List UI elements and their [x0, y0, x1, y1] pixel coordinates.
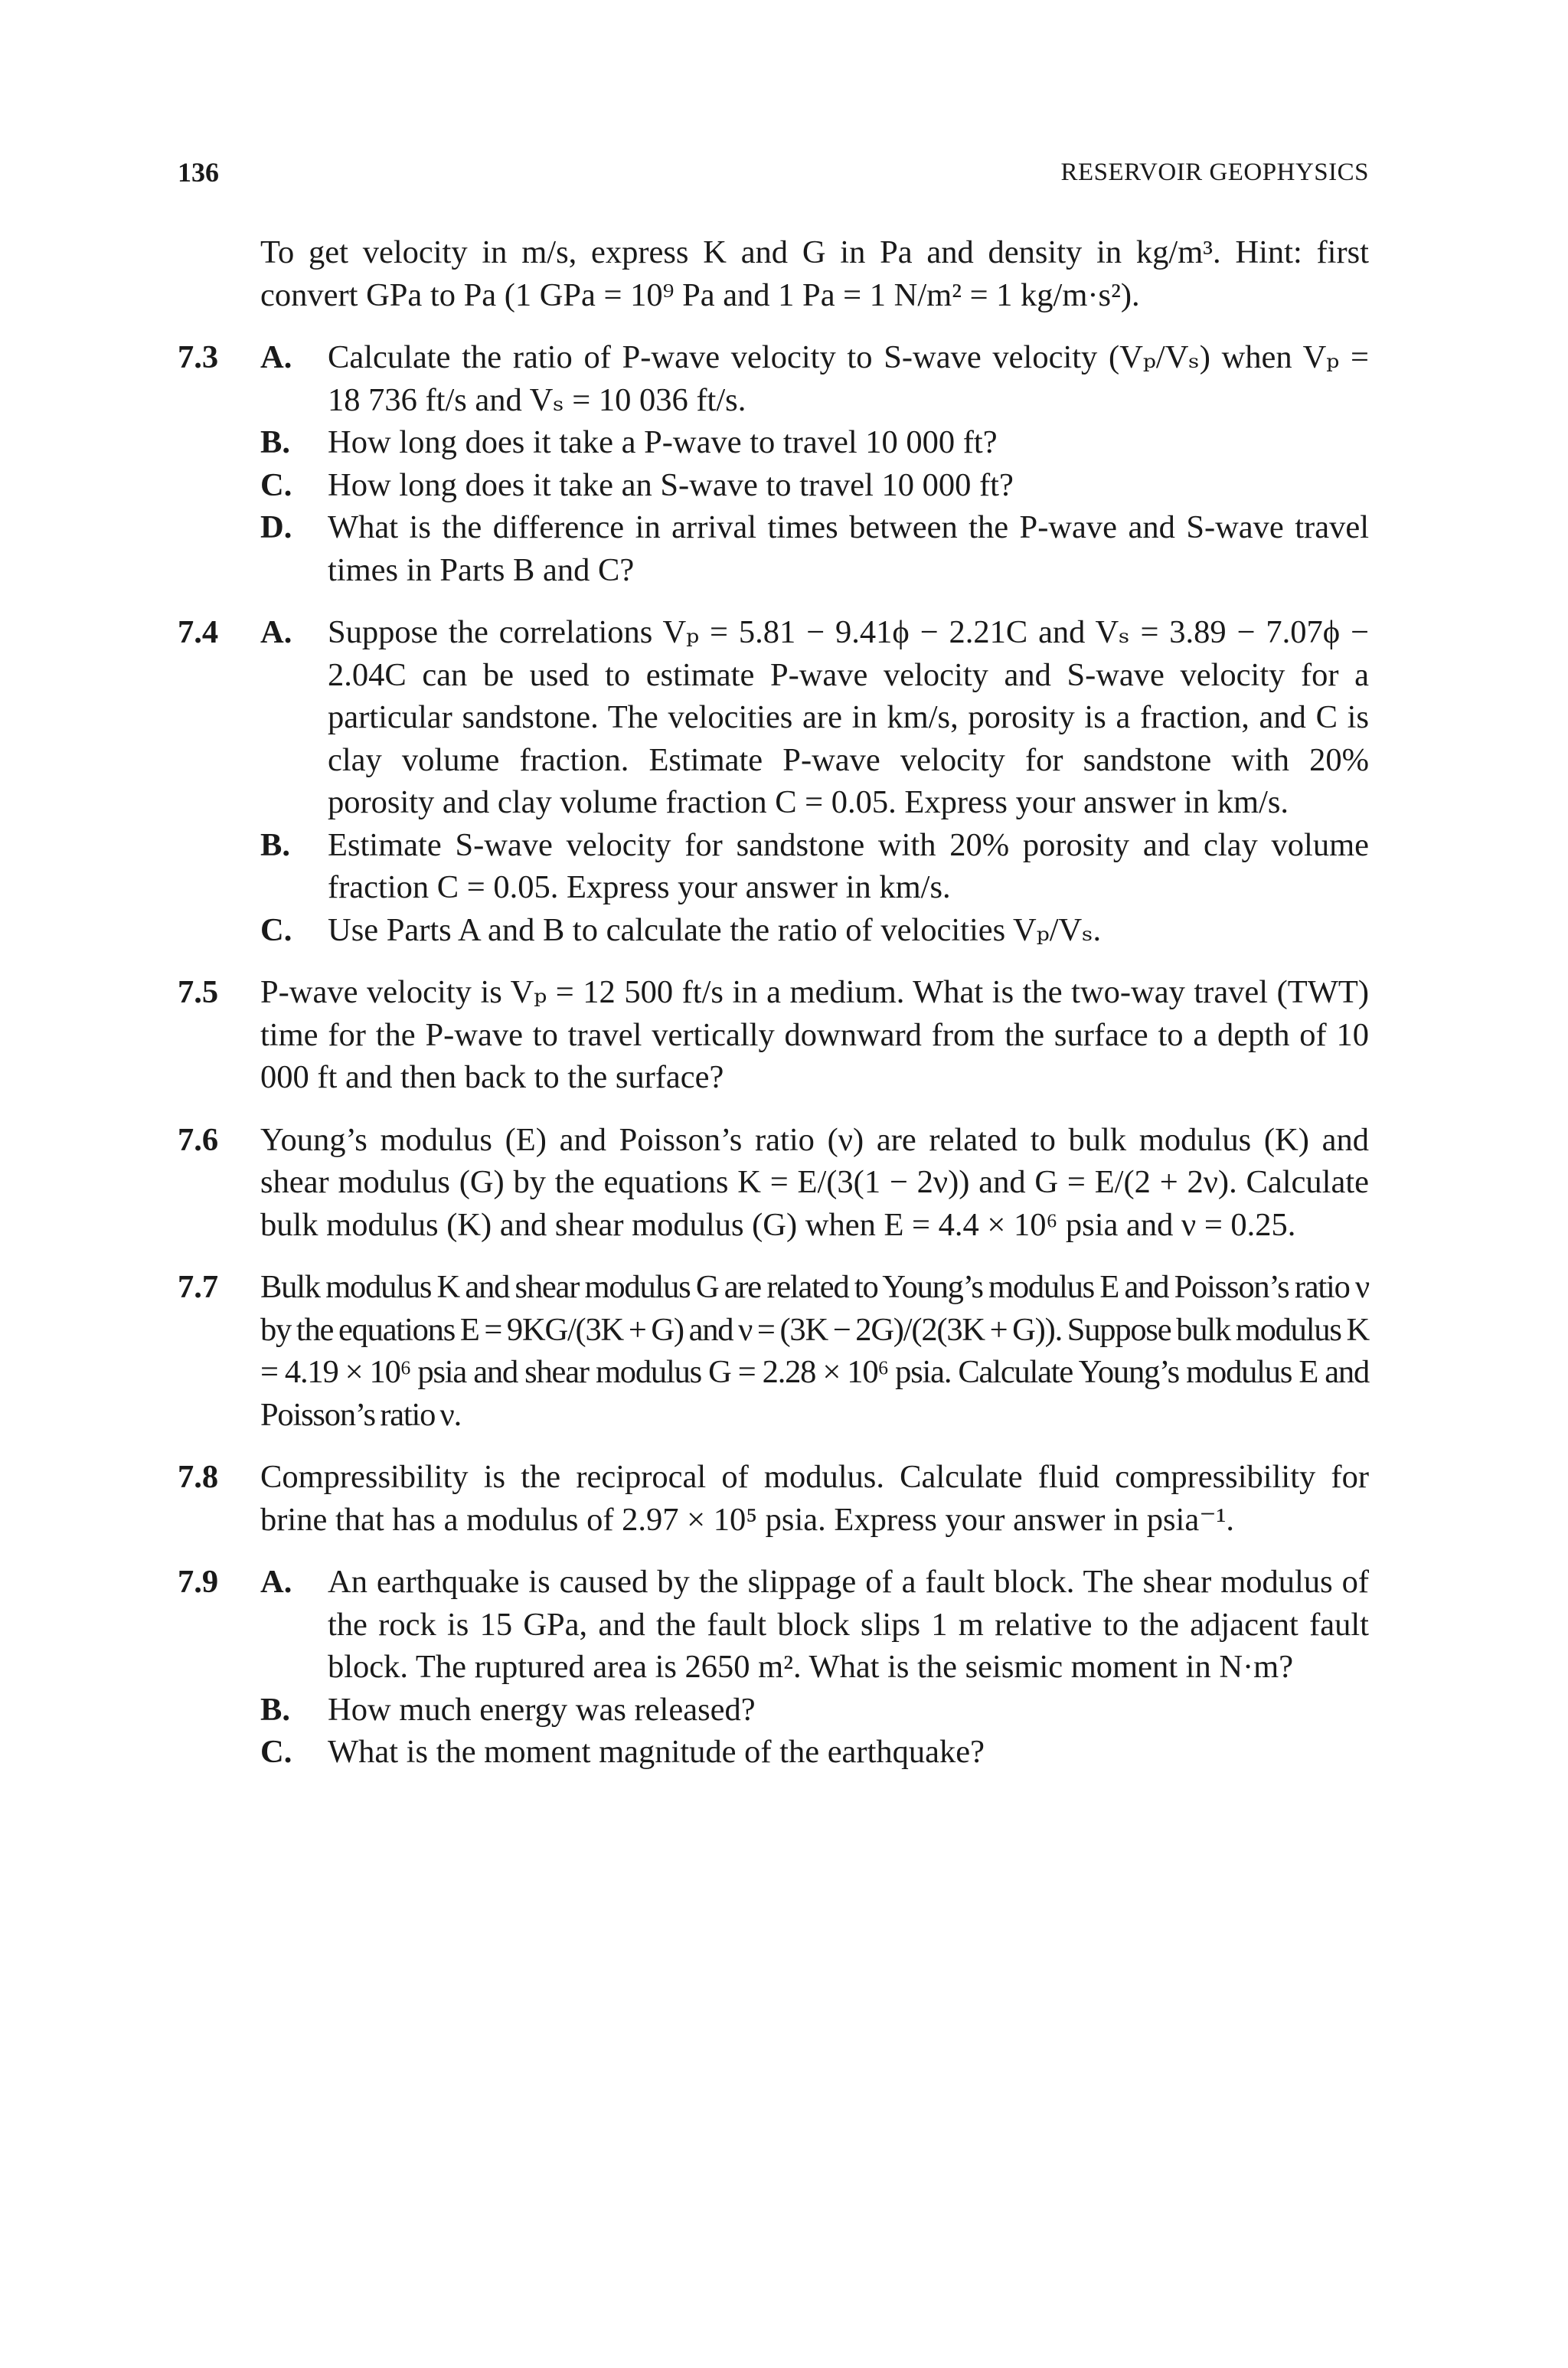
problem-text: Young’s modulus (E) and Poisson’s ratio (ν) are related to bulk modulus (K) and shear modulus (G) by the equations K = E/(3(1 − 2ν)) and G = E/(2 + 2ν). Calculate bulk modulus (K) and shear modulus (G) when E = 4.4 × 10⁶ psia and ν = 0.25. [260, 1121, 1369, 1243]
part-text: What is the difference in arrival times between the P-wave and S-wave travel times in Parts B and C? [328, 509, 1369, 588]
problem-7-5 [178, 971, 1369, 1099]
problem-part [260, 336, 1369, 421]
problem-part [260, 824, 1369, 909]
problem-number: 7.7 [178, 1269, 219, 1305]
part-text: Estimate S-wave velocity for sandstone with 20% porosity and clay volume fraction C = 0.05. Express your answer in km/s. [328, 826, 1369, 905]
part-label: A. [260, 614, 292, 650]
problem-number: 7.3 [178, 339, 219, 375]
problem-7-7 [178, 1266, 1369, 1436]
problem-part [260, 1689, 1369, 1732]
problem-7-9 [178, 1561, 1369, 1774]
problem-number: 7.8 [178, 1459, 219, 1495]
part-label: A. [260, 1564, 292, 1600]
intro-paragraph: To get velocity in m/s, express K and G in Pa and density in kg/m³. Hint: first convert GPa to Pa (1 GPa = 10⁹ Pa and 1 Pa = 1 N/m² = 1 kg/m·s²). [260, 234, 1369, 313]
problem-number: 7.4 [178, 614, 219, 650]
problem-part [260, 464, 1369, 507]
problem-part [260, 611, 1369, 824]
problem-part [260, 909, 1369, 952]
part-label: B. [260, 826, 290, 863]
part-label: C. [260, 466, 292, 503]
running-head [178, 153, 1369, 191]
part-text: Suppose the correlations Vₚ = 5.81 − 9.41ϕ − 2.21C and Vₛ = 3.89 − 7.07ϕ − 2.04C can be used to estimate P-wave velocity and S-wave velocity for a particular sandstone. The velocities are in km/s, porosity is a fraction, and C is clay volume fraction. Estimate P-wave velocity for sandstone with 20% porosity and clay volume fraction C = 0.05. Express your answer in km/s. [328, 614, 1369, 820]
problem-part [260, 421, 1369, 464]
part-label: D. [260, 509, 292, 545]
problem-7-8 [178, 1456, 1369, 1541]
problem-number: 7.6 [178, 1121, 219, 1158]
running-title: RESERVOIR GEOPHYSICS [1060, 159, 1369, 186]
problem-part [260, 1731, 1369, 1774]
problem-7-3 [178, 336, 1369, 591]
part-label: C. [260, 1734, 292, 1770]
problem-7-6 [178, 1119, 1369, 1247]
problem-part [260, 506, 1369, 591]
part-label: C. [260, 911, 292, 948]
part-text: Use Parts A and B to calculate the ratio of velocities Vₚ/Vₛ. [328, 911, 1102, 948]
part-text: How much energy was released? [328, 1691, 756, 1728]
part-text: How long does it take a P-wave to travel 10 000 ft? [328, 424, 998, 460]
page-number: 136 [178, 157, 219, 188]
part-label: B. [260, 1691, 290, 1728]
part-text: Calculate the ratio of P-wave velocity to S-wave velocity (Vₚ/Vₛ) when Vₚ = 18 736 ft/s and Vₛ = 10 036 ft/s. [328, 339, 1369, 418]
exercise-list [178, 231, 1369, 1774]
problem-part [260, 1561, 1369, 1689]
problem-text: P-wave velocity is Vₚ = 12 500 ft/s in a medium. What is the two-way travel (TWT) time for the P-wave to travel vertically downward from the surface to a depth of 10 000 ft and then back to the surface? [260, 974, 1369, 1095]
problem-text: Bulk modulus K and shear modulus G are related to Young’s modulus E and Poisson’s ratio ν by the equations E = 9KG/(3K + G) and ν = (3K − 2G)/(2(3K + G)). Suppose bulk modulus K = 4.19 × 10⁶ psia and shear modulus G = 2.28 × 10⁶ psia. Calculate Young’s modulus E and Poisson’s ratio ν. [260, 1269, 1369, 1433]
problem-number: 7.5 [178, 974, 219, 1010]
problem-number: 7.9 [178, 1564, 219, 1600]
part-label: A. [260, 339, 292, 375]
part-text: What is the moment magnitude of the earthquake? [328, 1734, 985, 1770]
part-text: How long does it take an S-wave to travel 10 000 ft? [328, 466, 1014, 503]
problem-7-4 [178, 611, 1369, 951]
part-text: An earthquake is caused by the slippage of a fault block. The shear modulus of the rock is 15 GPa, and the fault block slips 1 m relative to the adjacent fault block. The ruptured area is 2650 m². What is the seismic moment in N·m? [328, 1564, 1369, 1685]
problem-text: Compressibility is the reciprocal of modulus. Calculate fluid compressibility for brine that has a modulus of 2.97 × 10⁵ psia. Express your answer in psia⁻¹. [260, 1459, 1369, 1538]
part-label: B. [260, 424, 290, 460]
